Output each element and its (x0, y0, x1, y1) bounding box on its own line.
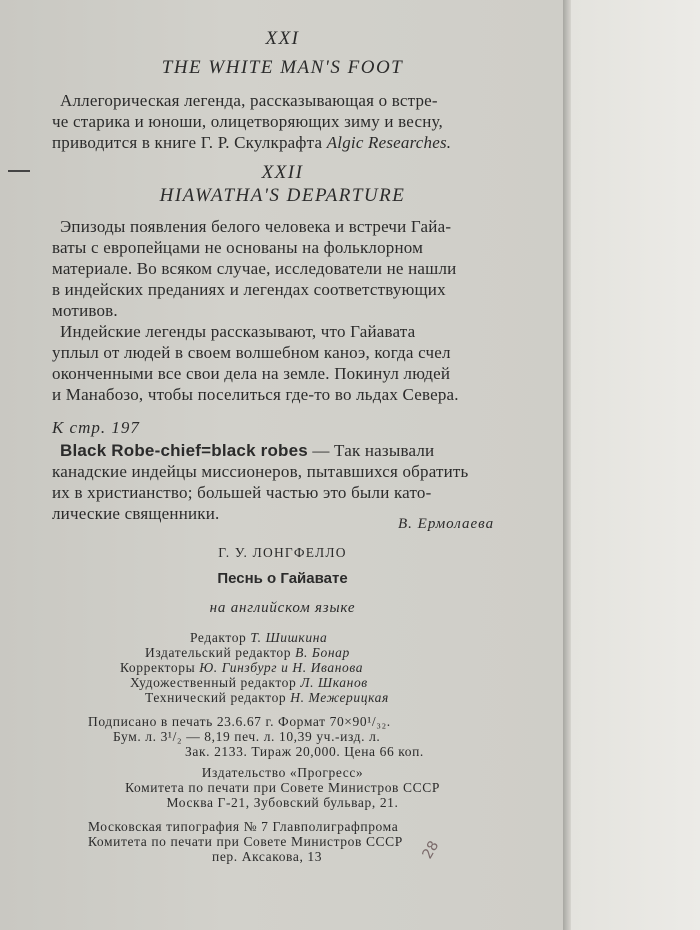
section22-p1-line-5: мотивов. (52, 301, 118, 320)
section-number-21: XXI (265, 28, 300, 49)
section-number-22: XXII (261, 162, 304, 183)
staff-line-5 (145, 690, 389, 706)
staff-line-4 (130, 675, 368, 691)
note-line-4: лические священники. (52, 504, 220, 523)
staff-line-1 (190, 630, 327, 646)
section-title-21: THE WHITE MAN'S FOOT (161, 57, 404, 78)
staff-role-4: Художественный редактор (130, 675, 297, 690)
note-term: Black Robe-chief=black robes (60, 441, 308, 460)
section21-line-3 (52, 132, 451, 154)
staff-name-4: Л. Шканов (300, 675, 368, 690)
section22-p1-line-1: Эпизоды появления белого человека и встречи Гайа- (60, 217, 452, 236)
print-line-3: Зак. 2133. Тираж 20,000. Цена 66 коп. (185, 744, 424, 759)
section22-p2-line-4: и Манабозо, чтобы поселиться где-то во льдах Севера. (52, 385, 459, 404)
note-page-reference: К стр. 197 (52, 418, 140, 437)
publisher-line-2: Комитета по печати при Совете Министров СССР (125, 780, 440, 795)
section22-p1-line-4: в индейских преданиях и легендах соответствующих (52, 280, 446, 299)
note-line-1 (60, 440, 434, 462)
print-line-1: Подписано в печать 23.6.67 г. Формат 70×90¹/₃₂. (88, 714, 391, 729)
staff-line-3 (120, 660, 363, 676)
publisher-line-1: Издательство «Прогресс» (201, 765, 364, 780)
colophon-author: Г. У. ЛОНГФЕЛЛО (218, 545, 347, 560)
staff-name-1: Т. Шишкина (250, 630, 328, 645)
section21-book-title: Algic Researches. (326, 133, 452, 152)
section21-line-1: Аллегорическая легенда, рассказывающая о встре- (60, 91, 438, 110)
section-title-22: HIAWATHA'S DEPARTURE (159, 185, 406, 206)
staff-role-2: Издательский редактор (145, 645, 292, 660)
staff-name-5: Н. Межерицкая (290, 690, 389, 705)
print-line-2: Бум. л. 3¹/₂ — 8,19 печ. л. 10,39 уч.-изд. л. (113, 729, 381, 744)
colophon-language: на английском языке (209, 600, 356, 616)
printer-line-3: пер. Аксакова, 13 (212, 849, 323, 864)
section22-p2-line-1: Индейские легенды рассказывают, что Гайавата (60, 322, 416, 341)
staff-name-2: В. Бонар (295, 645, 350, 660)
printer-line-1: Московская типография № 7 Главполиграфпрома (88, 819, 399, 834)
note-line-1-rest: — Так называли (307, 441, 435, 460)
section21-line-2: че старика и юноши, олицетворяющих зиму и весну, (52, 112, 443, 131)
publisher-line-3: Москва Г-21, Зубовский бульвар, 21. (166, 795, 399, 810)
note-line-2: канадские индейцы миссионеров, пытавшихся обратить (52, 462, 469, 481)
blank-facing-page (571, 0, 700, 930)
printer-line-2: Комитета по печати при Совете Министров СССР (88, 834, 403, 849)
staff-role-3: Корректоры (120, 660, 196, 675)
section22-p1-line-2: ваты с европейцами не основаны на фольклорном (52, 238, 424, 257)
section22-p2-line-2: уплыл от людей в своем волшебном каноэ, когда счел (52, 343, 451, 362)
section21-line-3-text: приводится в книге Г. Р. Скулкрафта (52, 133, 323, 152)
note-author: В. Ермолаева (398, 516, 495, 532)
staff-name-3: Ю. Гинзбург и Н. Иванова (199, 660, 364, 675)
note-line-3: их в христианство; большей частью это были като- (52, 483, 432, 502)
section22-p1-line-3: материале. Во всяком случае, исследователи не нашли (52, 259, 457, 278)
pencil-number-mark: 28 (419, 838, 443, 862)
colophon-title: Песнь о Гайавате (217, 570, 348, 587)
section22-p2-line-3: оконченными все свои дела на земле. Покинул людей (52, 364, 451, 383)
staff-role-5: Технический редактор (145, 690, 287, 705)
staff-line-2 (145, 645, 350, 661)
staff-role-1: Редактор (190, 630, 247, 645)
